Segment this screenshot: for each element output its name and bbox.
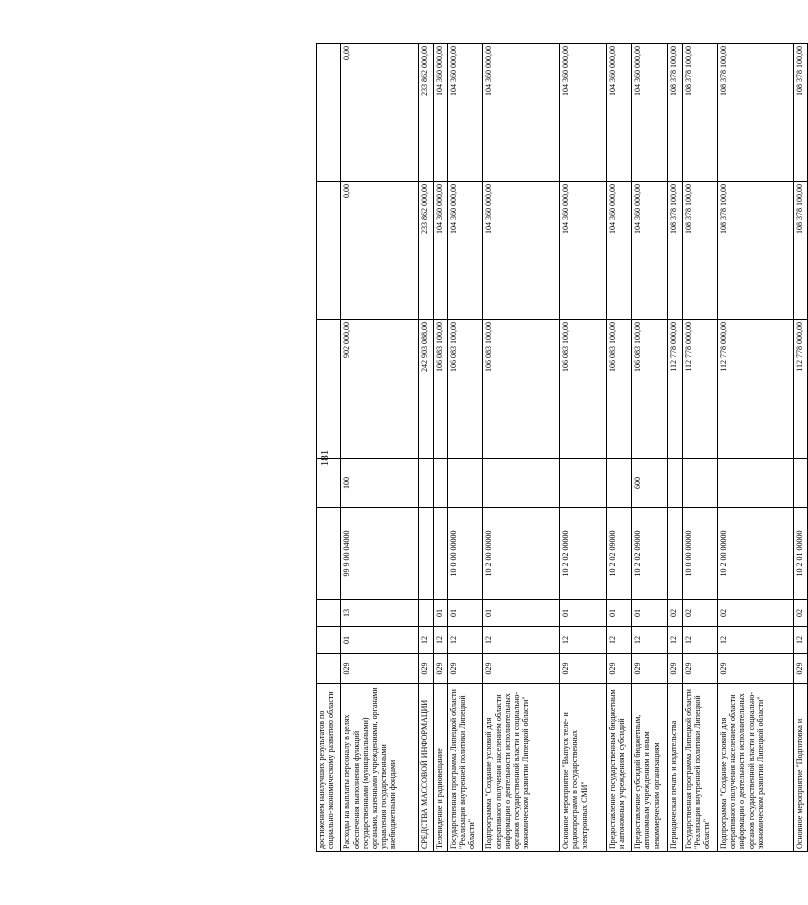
- table-row: [632, 44, 668, 852]
- grbs-code-cell: 029: [560, 654, 607, 684]
- section-code-cell: [317, 627, 341, 654]
- amount-year2-cell: 104 360 000,00: [560, 182, 607, 320]
- row-name-cell: достижением наилучших результатов по социально-экономическому развитию области: [317, 684, 341, 852]
- subsection-code-cell: 02: [682, 600, 718, 627]
- amount-year3-cell: 104 360 000,00: [447, 44, 483, 182]
- amount-year2-cell: 0,00: [341, 182, 419, 320]
- section-code-cell: 12: [718, 627, 794, 654]
- expense-type-cell: [606, 459, 632, 508]
- target-article-cell: 10 0 00 00000: [682, 508, 718, 600]
- amount-year3-cell: [317, 44, 341, 182]
- expense-type-cell: [718, 459, 794, 508]
- section-code-cell: 12: [606, 627, 632, 654]
- amount-year3-cell: 108 378 100,00: [682, 44, 718, 182]
- amount-year1-cell: 106 083 100,00: [447, 320, 483, 459]
- amount-year2-cell: 104 360 000,00: [433, 182, 447, 320]
- amount-year3-cell: 104 360 000,00: [606, 44, 632, 182]
- table-row: [682, 44, 718, 852]
- table-row: [483, 44, 560, 852]
- row-name-cell: Государственная программа Липецкой области "Реализация внутренней политики Липецкой области": [447, 684, 483, 852]
- budget-table: [316, 43, 808, 852]
- amount-year1-cell: 112 778 000,00: [668, 320, 682, 459]
- amount-year1-cell: 106 083 100,00: [433, 320, 447, 459]
- expense-type-cell: [668, 459, 682, 508]
- expense-type-cell: 100: [341, 459, 419, 508]
- amount-year1-cell: [317, 320, 341, 459]
- expense-type-cell: [419, 459, 433, 508]
- subsection-code-cell: 01: [632, 600, 668, 627]
- subsection-code-cell: 02: [793, 600, 807, 627]
- amount-year3-cell: 104 360 000,00: [560, 44, 607, 182]
- amount-year3-cell: 104 360 000,00: [632, 44, 668, 182]
- target-article-cell: [668, 508, 682, 600]
- grbs-code-cell: 029: [341, 654, 419, 684]
- amount-year2-cell: [317, 182, 341, 320]
- grbs-code-cell: 029: [682, 654, 718, 684]
- amount-year2-cell: 108 378 100,00: [682, 182, 718, 320]
- grbs-code-cell: 029: [447, 654, 483, 684]
- amount-year3-cell: 108 378 100,00: [668, 44, 682, 182]
- rotated-budget-table-wrapper: [316, 44, 808, 852]
- row-name-cell: Государственная программа Липецкой области "Реализация внутренней политики Липецкой области": [682, 684, 718, 852]
- table-row: [560, 44, 607, 852]
- target-article-cell: 99 9 00 04000: [341, 508, 419, 600]
- target-article-cell: 10 2 00 00000: [718, 508, 794, 600]
- expense-type-cell: [433, 459, 447, 508]
- subsection-code-cell: [419, 600, 433, 627]
- expense-type-cell: [447, 459, 483, 508]
- section-code-cell: 12: [433, 627, 447, 654]
- amount-year1-cell: 106 083 100,00: [606, 320, 632, 459]
- subsection-code-cell: 13: [341, 600, 419, 627]
- target-article-cell: 10 2 02 00000: [560, 508, 607, 600]
- subsection-code-cell: 01: [447, 600, 483, 627]
- target-article-cell: 10 2 01 00000: [793, 508, 807, 600]
- row-name-cell: Расходы на выплаты персоналу в целях обеспечения выполнения функций государственными (муниципальными) органами, казенными учреждениями, органами управления государственными внебюджетными фондами: [341, 684, 419, 852]
- amount-year1-cell: 106 083 100,00: [483, 320, 560, 459]
- expense-type-cell: [317, 459, 341, 508]
- row-name-cell: Предоставление государственным бюджетным и автономным учреждениям субсидий: [606, 684, 632, 852]
- row-name-cell: Подпрограмма "Создание условий для оперативного получения населением области информации о деятельности исполнительных органов государственной власти и социально-экономическом развитии Липецкой области": [718, 684, 794, 852]
- amount-year2-cell: 108 378 100,00: [793, 182, 807, 320]
- amount-year3-cell: 0,00: [341, 44, 419, 182]
- table-body: [317, 44, 808, 852]
- expense-type-cell: [483, 459, 560, 508]
- table-row: [317, 44, 341, 852]
- grbs-code-cell: 029: [632, 654, 668, 684]
- section-code-cell: 12: [682, 627, 718, 654]
- grbs-code-cell: 029: [606, 654, 632, 684]
- section-code-cell: 12: [668, 627, 682, 654]
- grbs-code-cell: 029: [433, 654, 447, 684]
- amount-year1-cell: 106 083 100,00: [632, 320, 668, 459]
- amount-year3-cell: 108 378 100,00: [718, 44, 794, 182]
- table-row: [419, 44, 433, 852]
- amount-year2-cell: 104 360 000,00: [606, 182, 632, 320]
- target-article-cell: 10 2 00 00000: [483, 508, 560, 600]
- amount-year2-cell: 108 378 100,00: [668, 182, 682, 320]
- subsection-code-cell: 02: [718, 600, 794, 627]
- section-code-cell: 12: [793, 627, 807, 654]
- row-name-cell: Предоставление субсидий бюджетным, автономным учреждениям и иным некоммерческим организациям: [632, 684, 668, 852]
- subsection-code-cell: 01: [433, 600, 447, 627]
- row-name-cell: Периодическая печать и издательства: [668, 684, 682, 852]
- row-name-cell: Телевидение и радиовещание: [433, 684, 447, 852]
- amount-year2-cell: 108 378 100,00: [718, 182, 794, 320]
- amount-year1-cell: 112 778 000,00: [682, 320, 718, 459]
- amount-year3-cell: 233 862 000,00: [419, 44, 433, 182]
- section-code-cell: 12: [483, 627, 560, 654]
- table-row: [606, 44, 632, 852]
- grbs-code-cell: [317, 654, 341, 684]
- table-row: [668, 44, 682, 852]
- section-code-cell: 12: [560, 627, 607, 654]
- target-article-cell: 10 2 02 09000: [606, 508, 632, 600]
- target-article-cell: [433, 508, 447, 600]
- amount-year2-cell: 104 360 000,00: [483, 182, 560, 320]
- target-article-cell: 10 0 00 00000: [447, 508, 483, 600]
- section-code-cell: 12: [447, 627, 483, 654]
- grbs-code-cell: 029: [793, 654, 807, 684]
- table-row: [447, 44, 483, 852]
- row-name-cell: СРЕДСТВА МАССОВОЙ ИНФОРМАЦИИ: [419, 684, 433, 852]
- amount-year1-cell: 902 000,00: [341, 320, 419, 459]
- table-row: [793, 44, 807, 852]
- expense-type-cell: [793, 459, 807, 508]
- expense-type-cell: 600: [632, 459, 668, 508]
- amount-year3-cell: 108 378 100,00: [793, 44, 807, 182]
- row-name-cell: Основное мероприятие "Подготовка и: [793, 684, 807, 852]
- row-name-cell: Подпрограмма "Создание условий для оперативного получения населением области информации о деятельности исполнительных органов государственной власти и социально-экономическом развитии Липецкой области": [483, 684, 560, 852]
- expense-type-cell: [560, 459, 607, 508]
- grbs-code-cell: 029: [419, 654, 433, 684]
- table-row: [341, 44, 419, 852]
- amount-year3-cell: 104 360 000,00: [433, 44, 447, 182]
- target-article-cell: [317, 508, 341, 600]
- table-row: [433, 44, 447, 852]
- amount-year1-cell: 112 778 000,00: [793, 320, 807, 459]
- amount-year3-cell: 104 360 000,00: [483, 44, 560, 182]
- target-article-cell: 10 2 02 09000: [632, 508, 668, 600]
- subsection-code-cell: [317, 600, 341, 627]
- subsection-code-cell: 01: [606, 600, 632, 627]
- row-name-cell: Основное мероприятие "Выпуск теле- и радиопрограмм в государственных электронных СМИ": [560, 684, 607, 852]
- subsection-code-cell: 01: [483, 600, 560, 627]
- amount-year2-cell: 104 360 000,00: [447, 182, 483, 320]
- grbs-code-cell: 029: [483, 654, 560, 684]
- amount-year2-cell: 104 360 000,00: [632, 182, 668, 320]
- section-code-cell: 01: [341, 627, 419, 654]
- subsection-code-cell: 02: [668, 600, 682, 627]
- page-number: 181: [319, 449, 331, 467]
- section-code-cell: 12: [632, 627, 668, 654]
- table-row: [718, 44, 794, 852]
- amount-year1-cell: 112 778 000,00: [718, 320, 794, 459]
- amount-year1-cell: 242 903 088,00: [419, 320, 433, 459]
- section-code-cell: 12: [419, 627, 433, 654]
- amount-year1-cell: 106 083 100,00: [560, 320, 607, 459]
- grbs-code-cell: 029: [718, 654, 794, 684]
- subsection-code-cell: 01: [560, 600, 607, 627]
- expense-type-cell: [682, 459, 718, 508]
- target-article-cell: [419, 508, 433, 600]
- grbs-code-cell: 029: [668, 654, 682, 684]
- amount-year2-cell: 233 862 000,00: [419, 182, 433, 320]
